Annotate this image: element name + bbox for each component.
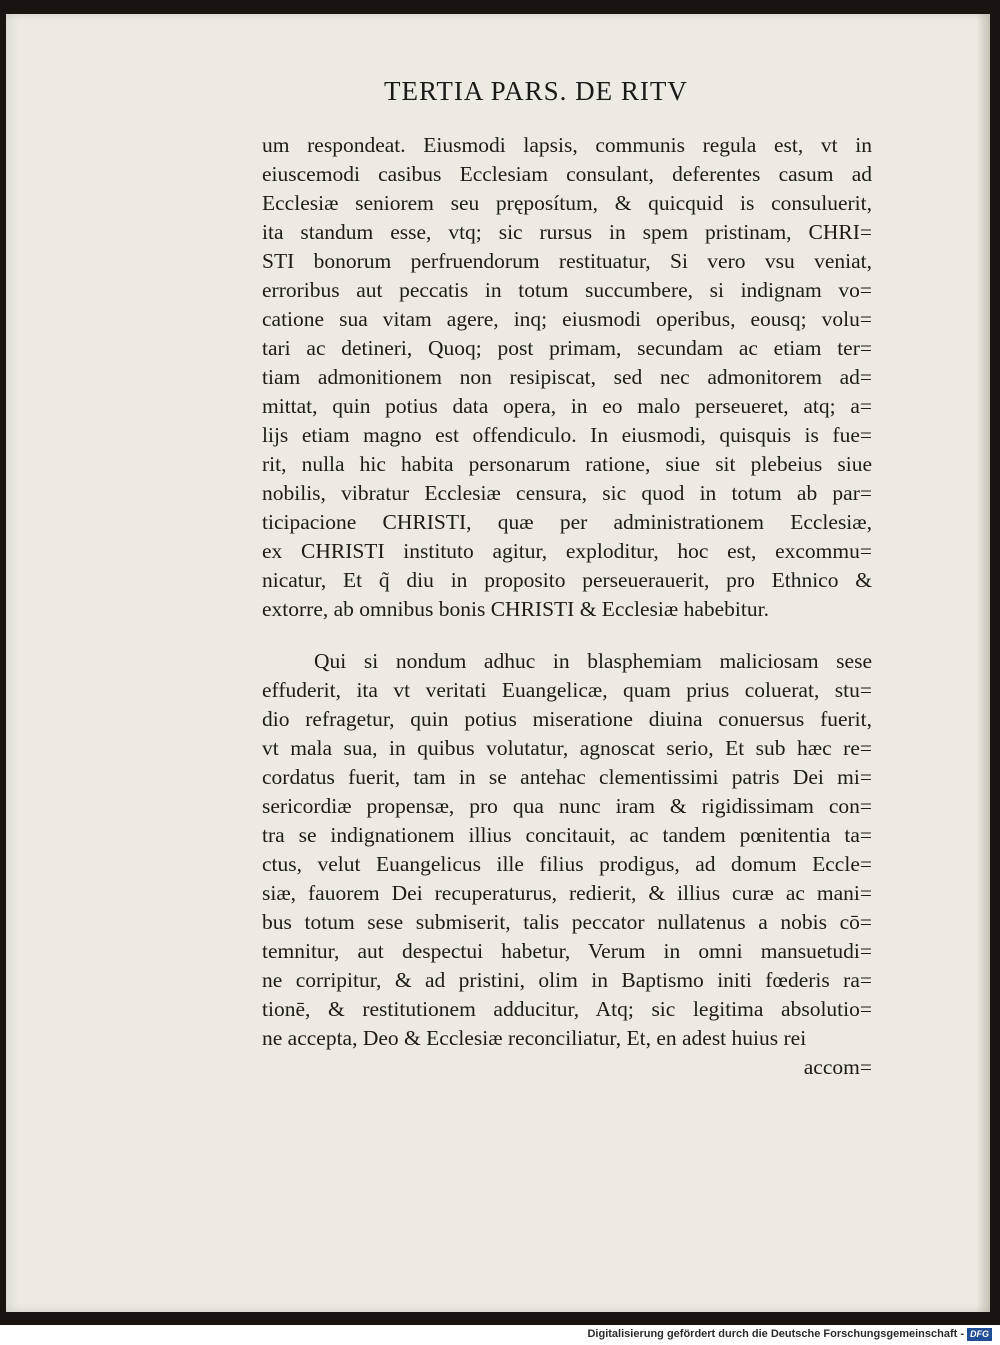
text-line: nobilis, vibratur Ecclesiæ censura, sic quod in totum ab par= bbox=[262, 481, 872, 505]
text-line: Ecclesiæ seniorem seu pręposítum, & quicquid is consuluerit, bbox=[262, 191, 872, 215]
text-line: tiam admonitionem non resipiscat, sed nec admonitorem ad= bbox=[262, 365, 872, 389]
text-line: lijs etiam magno est offendiculo. In eiusmodi, quisquis is fue= bbox=[262, 423, 872, 447]
text-line: cordatus fuerit, tam in se antehac clementissimi patris Dei mi= bbox=[262, 765, 872, 789]
text-line: ticipacione CHRISTI, quæ per administrationem Ecclesiæ, bbox=[262, 510, 872, 534]
paragraph-1 bbox=[262, 131, 872, 624]
text-line: nicatur, Et q̃ diu in proposito perseuerauerit, pro Ethnico & bbox=[262, 568, 872, 592]
text-line: ex CHRISTI instituto agitur, exploditur, hoc est, excommu= bbox=[262, 539, 872, 563]
text-line: ita standum esse, vtq; sic rursus in spem pristinam, CHRI= bbox=[262, 220, 872, 244]
text-line: ctus, velut Euangelicus ille filius prodigus, ad domum Eccle= bbox=[262, 852, 872, 876]
text-line: catione sua vitam agere, inq; eiusmodi operibus, eousq; volu= bbox=[262, 307, 872, 331]
text-line: ne accepta, Deo & Ecclesiæ reconciliatur, Et, en adest huius rei bbox=[262, 1026, 807, 1050]
text-line: tari ac detineri, Quoq; post primam, secundam ac etiam ter= bbox=[262, 336, 872, 360]
paragraph-2 bbox=[262, 647, 872, 1053]
funding-credit: Digitalisierung gefördert durch die Deutsche Forschungsgemeinschaft - bbox=[587, 1328, 964, 1340]
text-line: vt mala sua, in quibus volutatur, agnoscat serio, Et sub hæc re= bbox=[262, 736, 872, 760]
text-line: Qui si nondum adhuc in blasphemiam maliciosam sese bbox=[314, 649, 872, 673]
text-line: temnitur, aut despectui habetur, Verum in omni mansuetudi= bbox=[262, 939, 872, 963]
digitization-footer bbox=[0, 1325, 1000, 1345]
text-line: tionē, & restitutionem adducitur, Atq; sic legitima absolutio= bbox=[262, 997, 872, 1021]
text-line: STI bonorum perfruendorum restituatur, Si vero vsu veniat, bbox=[262, 249, 872, 273]
body-text bbox=[262, 131, 872, 1082]
dfg-logo: DFG bbox=[967, 1328, 992, 1341]
text-line: tra se indignationem illius concitauit, ac tandem pœnitentia ta= bbox=[262, 823, 872, 847]
catchword: accom= bbox=[803, 1055, 872, 1079]
text-line: um respondeat. Eiusmodi lapsis, communis regula est, vt in bbox=[262, 133, 872, 157]
text-line: bus totum sese submiserit, talis peccator nullatenus a nobis cō= bbox=[262, 910, 872, 934]
text-line: mittat, quin potius data opera, in eo malo perseueret, atq; a= bbox=[262, 394, 872, 418]
text-line: sericordiæ propensæ, pro qua nunc iram & rigidissimam con= bbox=[262, 794, 872, 818]
text-line: rit, nulla hic habita personarum ratione, siue sit plebeius siue bbox=[262, 452, 872, 476]
text-line: eiuscemodi casibus Ecclesiam consulant, deferentes casum ad bbox=[262, 162, 872, 186]
text-line: dio refragetur, quin potius miseratione diuina conuersus fuerit, bbox=[262, 707, 872, 731]
text-line: erroribus aut peccatis in totum succumbere, si indignam vo= bbox=[262, 278, 872, 302]
paragraph-gap bbox=[262, 624, 872, 647]
text-line: effuderit, ita vt veritati Euangelicæ, quam prius coluerat, stu= bbox=[262, 678, 872, 702]
running-head: TERTIA PARS. DE RITV bbox=[384, 76, 688, 106]
text-line: extorre, ab omnibus bonis CHRISTI & Ecclesiæ habebitur. bbox=[262, 597, 769, 621]
page-edge-shadow bbox=[976, 14, 990, 1312]
text-line: siæ, fauorem Dei recuperaturus, redierit, & illius curæ ac mani= bbox=[262, 881, 872, 905]
text-line: ne corripitur, & ad pristini, olim in Baptismo initi fœderis ra= bbox=[262, 968, 872, 992]
